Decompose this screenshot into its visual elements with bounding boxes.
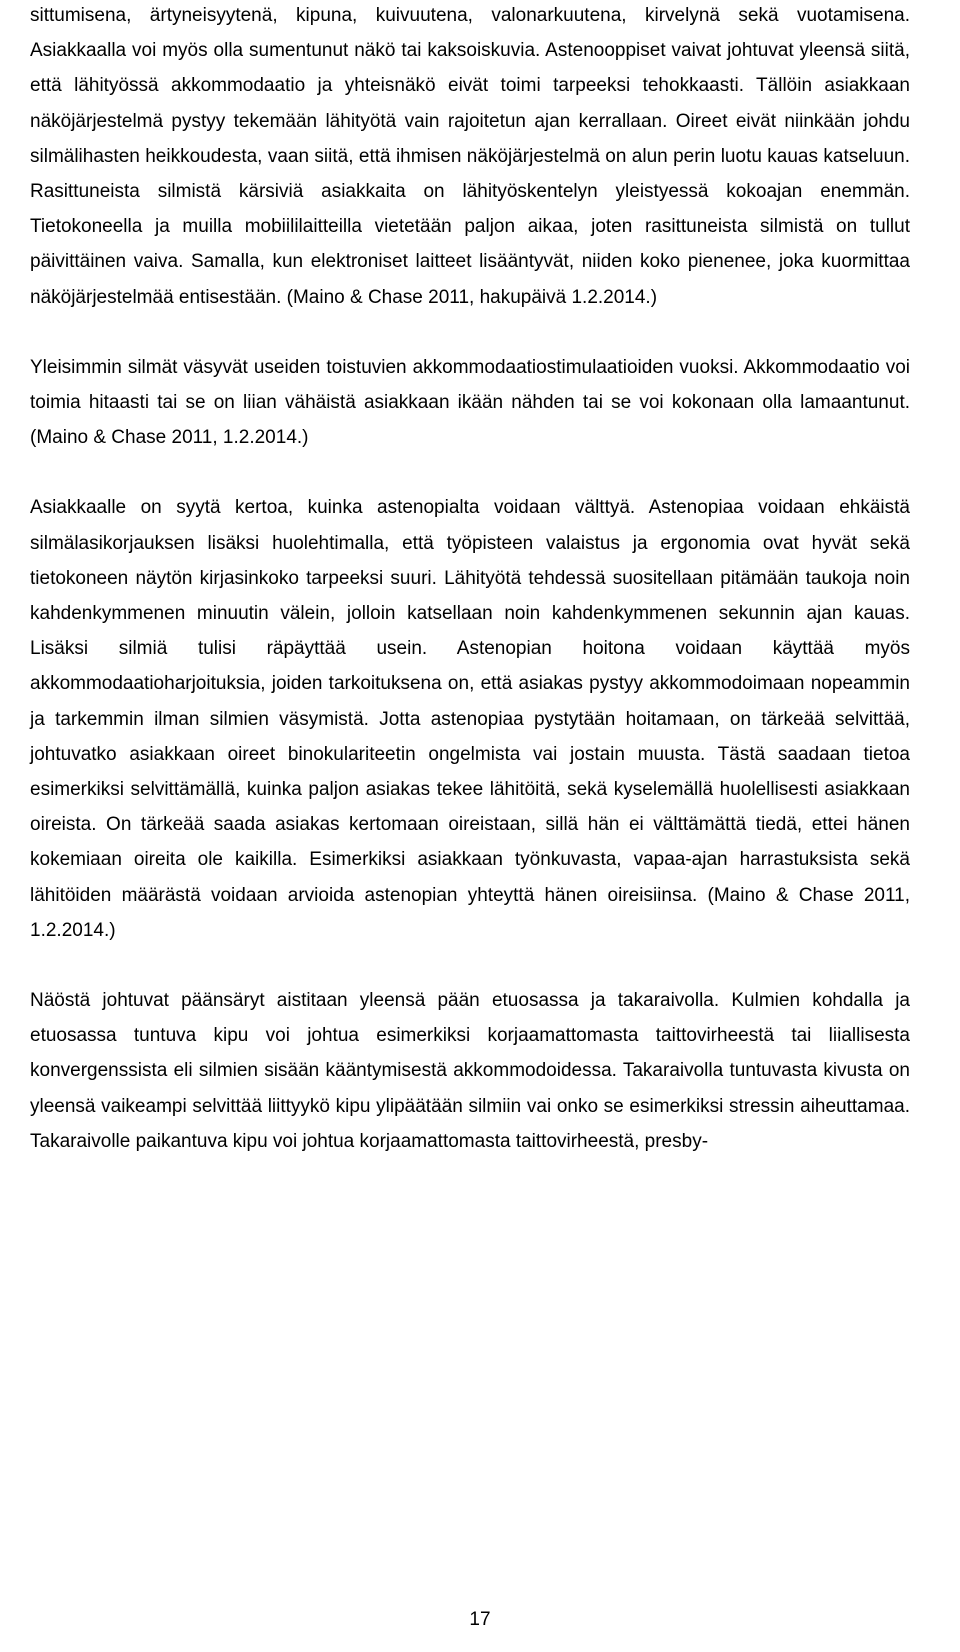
body-text: [30, 0, 910, 1159]
paragraph-vision-headaches: Näöstä johtuvat päänsäryt aistitaan yleensä pään etuosassa ja takaraivolla. Kulmien kohdalla ja etuosassa tuntuva kipu voi johtua esimerkiksi korjaamattomasta taittovirheestä tai liiallisesta konvergenssista eli silmien sisään kääntymisestä akkommodoidessa. Takaraivolla tuntuvasta kivusta on yleensä vaikeampi selvittää liittyykö kipu ylipäätään silmiin vai onko se esimerkiksi stressin aiheuttamaa. Takaraivolle paikantuva kipu voi johtua korjaamattomasta taittovirheestä, presby-: [30, 990, 910, 1152]
paragraph-asthenopia-prevention: Asiakkaalle on syytä kertoa, kuinka astenopialta voidaan välttyä. Astenopiaa voidaan ehkäistä silmälasikorjauksen lisäksi huolehtimalla, että työpisteen valaistus ja ergonomia ovat hyvät sekä tietokoneen näytön kirjasinkoko tarpeeksi suuri. Lähityötä tehdessä suositellaan pitämään taukoja noin kahdenkymmenen minuutin välein, jolloin katsellaan noin kahdenkymmenen sekunnin ajan kauas. Lisäksi silmiä tulisi räpäyttää usein. Astenopian hoitona voidaan käyttää myös akkommodaatioharjoituksia, joiden tarkoituksena on, että asiakas pystyy akkommodoimaan nopeammin ja tarkemmin ilman silmien väsymistä. Jotta astenopiaa pystytään hoitamaan, on tärkeää selvittää, johtuvatko asiakkaan oireet binokulariteetin ongelmista vai jostain muusta. Tästä saadaan tietoa esimerkiksi selvittämällä, kuinka paljon asiakas tekee lähitöitä, sekä kyselemällä huolellisesti asiakkaan oireista. On tärkeää saada asiakas kertomaan oireistaan, sillä hän ei välttämättä tiedä, ettei hänen kokemiaan oireita ole kaikilla. Esimerkiksi asiakkaan työnkuvasta, vapaa-ajan harrastuksista sekä lähitöiden määrästä voidaan arvioida astenopian yhteyttä hänen oireisiinsa. (Maino & Chase 2011, 1.2.2014.): [30, 497, 910, 941]
page-number: 17: [469, 1609, 491, 1630]
paragraph-asthenopia-symptoms: sittumisena, ärtyneisyytenä, kipuna, kuivuutena, valonarkuutena, kirvelynä sekä vuotamisena. Asiakkaalla voi myös olla sumentunut näkö tai kaksoiskuvia. Astenooppiset vaivat johtuvat yleensä siitä, että lähityössä akkommodaatio ja yhteisnäkö eivät toimi tarpeeksi tehokkaasti. Tällöin asiakkaan näköjärjestelmä pystyy tekemään lähityötä vain rajoitetun ajan kerrallaan. Oireet eivät niinkään johdu silmälihasten heikkoudesta, vaan siitä, että ihmisen näköjärjestelmä on alun perin luotu kauas katseluun. Rasittuneista silmistä kärsiviä asiakkaita on lähityöskentelyn yleistyessä kokoajan enemmän. Tietokoneella ja muilla mobiililaitteilla vietetään paljon aikaa, joten rasittuneista silmistä on tullut päivittäinen vaiva. Samalla, kun elektroniset laitteet lisääntyvät, niiden koko pienenee, joka kuormittaa näköjärjestelmää entisestään. (Maino & Chase 2011, hakupäivä 1.2.2014.): [30, 5, 910, 308]
paragraph-accommodation-fatigue: Yleisimmin silmät väsyvät useiden toistuvien akkommodaatiostimulaatioiden vuoksi. Akkommodaatio voi toimia hitaasti tai se on liian vähäistä asiakkaan ikään nähden tai se voi kokonaan olla lamaantunut. (Maino & Chase 2011, 1.2.2014.): [30, 356, 910, 449]
